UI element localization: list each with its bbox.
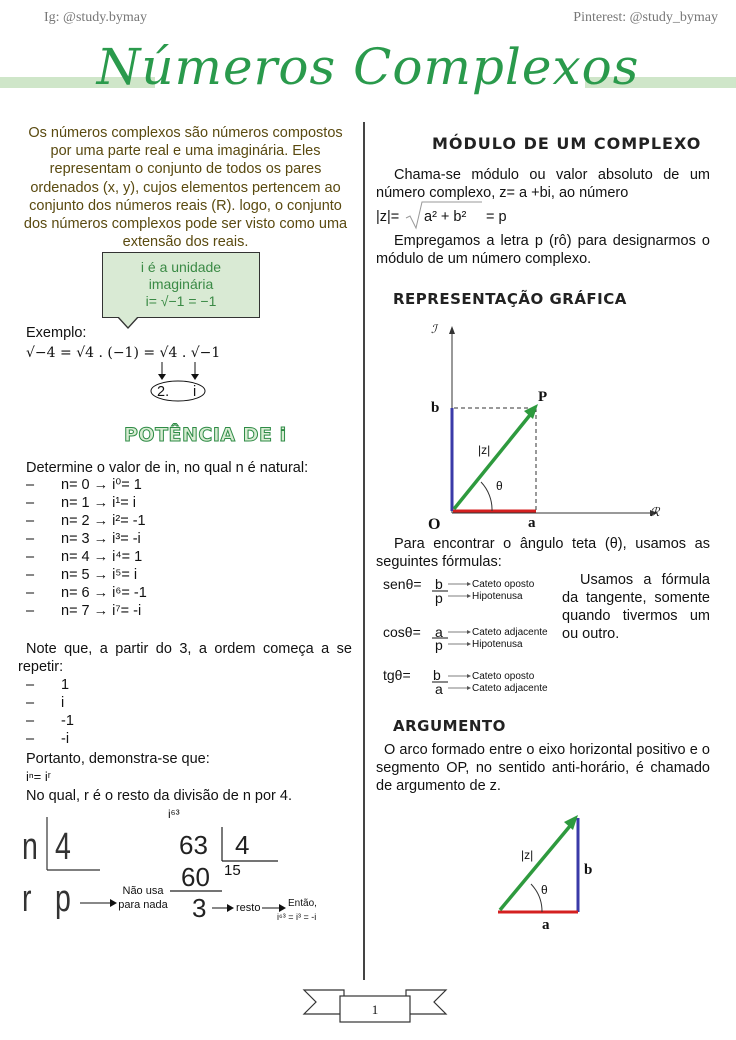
modulus-formula-radicand: a² + b² [424, 209, 467, 225]
complex-plane-graph [420, 318, 670, 538]
sine-numerator: b [435, 576, 443, 592]
list-item: – n= 3 → i³= -i [26, 531, 141, 547]
list-item: – n= 7 → i⁷= -i [26, 603, 142, 619]
example-result-i: i [193, 384, 197, 400]
division-partial: 60 [181, 862, 210, 892]
cosine-denominator: p [435, 637, 443, 653]
rest-label: resto [236, 902, 261, 914]
division-label: i⁶³ [168, 807, 180, 821]
callout-line-1: i é a unidade [140, 259, 222, 275]
callout-line-3: i= √−1 = −1 [145, 293, 217, 309]
argument-theta-label: θ [541, 883, 548, 897]
imaginary-unit-callout [102, 252, 260, 318]
tangent-note: Usamos a fórmula da tangente, somente quando tivermos um ou outro. [562, 572, 710, 642]
modulus-label: |z| [478, 443, 491, 457]
list-item: – -i [26, 731, 70, 747]
division-four: 4 [55, 826, 71, 868]
list-item: – i [26, 695, 65, 711]
sine-bottom-label: Hipotenusa [472, 591, 523, 602]
list-item: – n= 0 → i⁰= 1 [26, 477, 142, 493]
argument-section-title: ARGUMENTO [393, 717, 506, 735]
b-label: b [431, 400, 440, 416]
argument-paragraph: O arco formado entre o eixo horizontal positivo e o segmento OP, no sentido anti-horário, é chamado de argumento de z. [376, 742, 710, 794]
remainder-text: No qual, r é o resto da divisão de n por 4. [26, 788, 292, 804]
cosine-formula-lhs: cosθ= [383, 624, 421, 640]
example-arrows [140, 360, 220, 402]
then-formula: i⁶³ = i³ = -i [277, 912, 317, 922]
note-paragraph: Note que, a partir do 3, a ordem começa a se repetir: [18, 641, 352, 675]
cosine-numerator: a [435, 624, 443, 640]
list-item: – n= 2 → i²= -1 [26, 513, 146, 529]
credit-pinterest: Pinterest: @study_bymay [573, 10, 718, 25]
rho-paragraph: Empregamos a letra p (rô) para designarmos o módulo de um número complexo. [376, 233, 710, 267]
imaginary-axis-label: ℐ [431, 322, 437, 336]
argument-b-label: b [584, 862, 593, 878]
division-n: n [22, 826, 38, 868]
real-axis-label: ℛ [650, 505, 660, 519]
division-divisor: 4 [235, 830, 250, 860]
modulus-section-title: MÓDULO DE UM COMPLEXO [432, 134, 702, 153]
example-formula: √−4 = √4 . (−1) = √4 . √−1 [26, 345, 221, 361]
example-result-two: 2. [157, 384, 170, 400]
power-section-title: POTÊNCIA DE i [124, 424, 287, 446]
modulus-formula-lhs: |z|= [376, 209, 400, 225]
column-divider [363, 122, 365, 980]
power-rule: iⁿ= iʳ [26, 769, 51, 784]
credit-instagram: Ig: @study.bymay [44, 10, 147, 25]
argument-modulus-label: |z| [521, 848, 534, 862]
tangent-bottom-label: Cateto adjacente [472, 683, 548, 694]
tangent-top-label: Cateto oposto [472, 671, 535, 682]
division-dividend: 63 [179, 830, 208, 860]
list-item: – n= 5 → i⁵= i [26, 567, 138, 583]
list-item: – -1 [26, 713, 74, 729]
tangent-denominator: a [435, 681, 443, 697]
division-rest: 3 [192, 893, 207, 923]
modulus-paragraph: Chama-se módulo ou valor absoluto de um número complexo, z= a +bi, ao número [376, 167, 710, 201]
a-label: a [528, 515, 536, 531]
page-number: 1 [371, 1002, 379, 1017]
page-title: Números Complexos [96, 38, 640, 96]
cosine-bottom-label: Hipotenusa [472, 639, 523, 650]
point-p-label: P [538, 389, 548, 405]
list-item: – n= 1 → i¹= i [26, 495, 136, 511]
modulus-formula-rhs: = p [486, 209, 507, 225]
therefore-text: Portanto, demonstra-se que: [26, 751, 210, 767]
determine-text: Determine o valor de in, no qual n é natural: [26, 460, 309, 476]
example-label: Exemplo: [26, 325, 87, 341]
argument-a-label: a [542, 917, 550, 933]
sine-denominator: p [435, 590, 443, 606]
callout-line-2: imaginária [148, 276, 214, 292]
theta-label: θ [496, 479, 503, 493]
graphic-section-title: REPRESENTAÇÃO GRÁFICA [393, 290, 627, 308]
division-quotient: 15 [224, 862, 241, 879]
sine-formula-lhs: senθ= [383, 576, 422, 592]
not-used-note: Não usa para nada [118, 885, 168, 911]
intro-paragraph: Os números complexos são números compostos por uma parte real e uma imaginária. Eles representam o conjunto de todos os pares ordenados (x, y), cujos elementos pertencem ao conjunto dos números reais (R). logo, o conjunto dos números complexos pode ser visto como uma extensão dos reais. [23, 125, 348, 251]
tangent-numerator: b [433, 667, 441, 683]
division-p: p [55, 878, 71, 920]
callout-tail-fill [118, 316, 138, 327]
sine-top-label: Cateto oposto [472, 579, 535, 590]
tangent-formula-lhs: tgθ= [383, 667, 411, 683]
then-label: Então, [288, 898, 317, 909]
list-item: – 1 [26, 677, 70, 693]
list-item: – n= 4 → i⁴= 1 [26, 549, 143, 565]
angle-paragraph: Para encontrar o ângulo teta (θ), usamos as seguintes fórmulas: [376, 536, 710, 570]
cosine-top-label: Cateto adjacente [472, 627, 548, 638]
list-item: – n= 6 → i⁶= -1 [26, 585, 147, 601]
origin-label: O [428, 516, 441, 533]
division-r: r [22, 878, 32, 920]
